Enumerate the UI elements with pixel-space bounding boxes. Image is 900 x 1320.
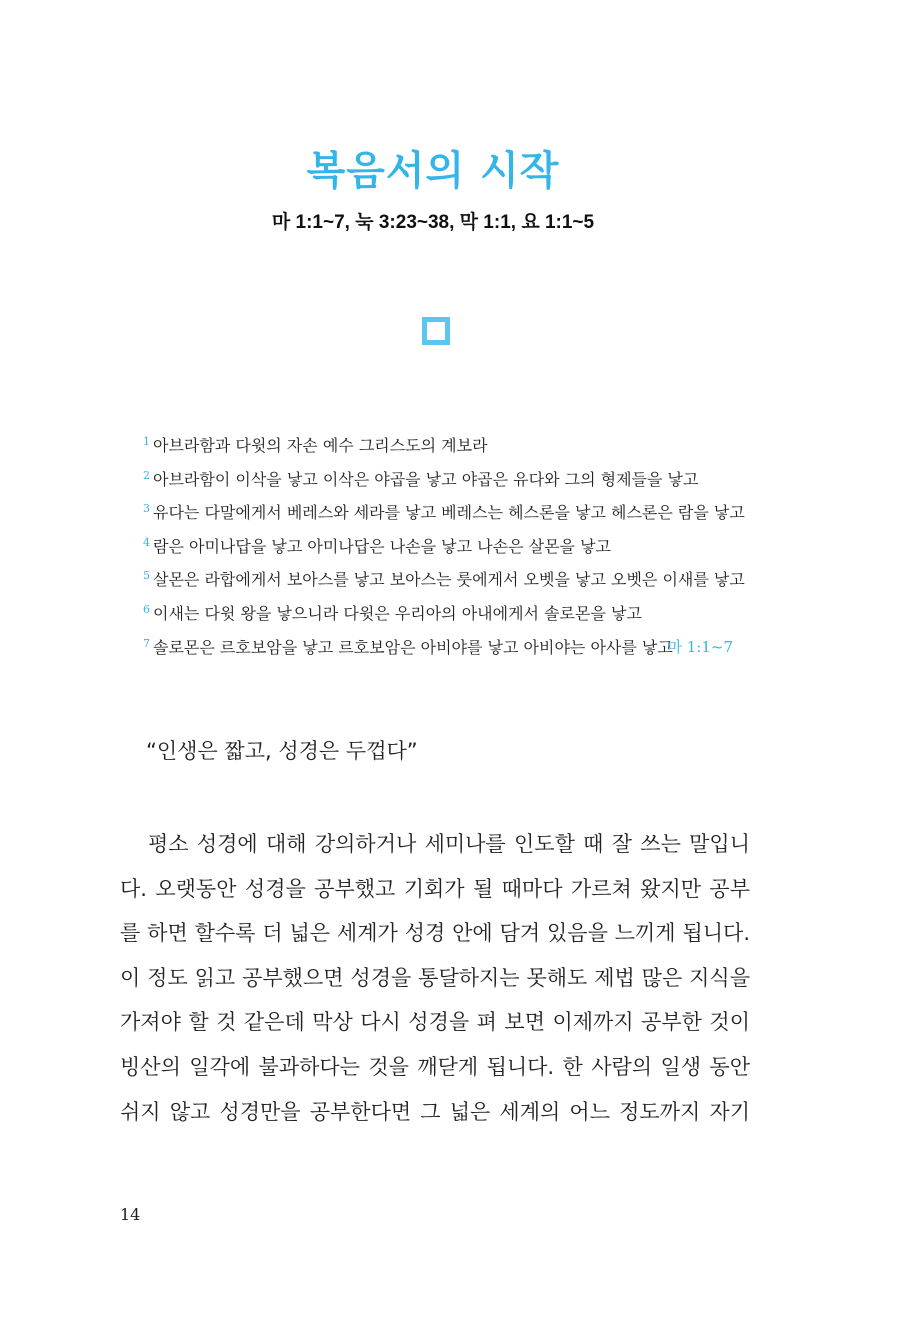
verse-number: 1 (143, 435, 150, 448)
body-line: 를 하면 할수록 더 넓은 세계가 성경 안에 담겨 있음을 느끼게 됩니다. (120, 921, 750, 946)
body-line: 이 정도 읽고 공부했으면 성경을 통달하지는 못해도 제법 많은 지식을 (120, 965, 750, 990)
scripture-references: 마 1:1~7, 눅 3:23~38, 막 1:1, 요 1:1~5 (271, 212, 595, 233)
pull-quote: “인생은 짧고, 성경은 두껍다” (146, 739, 418, 763)
verse-number: 7 (143, 636, 150, 650)
verse-item (143, 561, 763, 595)
verse-text: 람은 아미나답을 낳고 아미나답은 나손을 낳고 나손은 살몬을 낳고 (153, 536, 612, 556)
verse-text: 아브라함이 이삭을 낳고 이삭은 야곱을 낳고 야곱은 유다와 그의 형제들을 낳고 (153, 469, 699, 489)
verse-text: 살몬은 라합에게서 보아스를 낳고 보아스는 룻에게서 오벳을 낳고 오벳은 이새를 낳고 (153, 570, 745, 590)
body-line: 다. 오랫동안 성경을 공부했고 기회가 될 때마다 가르쳐 왔지만 공부 (120, 876, 750, 901)
body-line: 빙산의 일각에 불과하다는 것을 깨닫게 됩니다. 한 사람의 일생 동안 (120, 1054, 750, 1079)
verse-number: 5 (143, 569, 150, 583)
body-line: 쉬지 않고 성경만을 공부한다면 그 넓은 세계의 어느 정도까지 자기 (120, 1099, 750, 1124)
verse-text: 유다는 다말에게서 베레스와 세라를 낳고 베레스는 헤스론을 낳고 헤스론은 람을 낳고 (153, 503, 745, 523)
verse-item (143, 461, 763, 495)
hollow-square-icon (422, 317, 450, 345)
verse-text: 솔로몬은 르호보암을 낳고 르호보암은 아비야를 낳고 아비야는 아사를 낳고 (153, 637, 673, 657)
verse-item (143, 595, 763, 629)
page-number: 14 (120, 1205, 141, 1224)
verse-citation: 마 1:1~7 (667, 638, 733, 656)
body-line: 가져야 할 것 같은데 막상 다시 성경을 펴 보면 이제까지 공부한 것이 (120, 1010, 750, 1035)
verse-item (143, 528, 763, 562)
body-paragraph (120, 822, 750, 1134)
verse-text: 아브라함과 다윗의 자손 예수 그리스도의 계보라 (153, 436, 488, 455)
body-line: 평소 성경에 대해 강의하거나 세미나를 인도할 때 잘 쓰는 말입니 (148, 832, 750, 856)
verse-number: 4 (143, 535, 150, 549)
verse-number: 6 (143, 602, 150, 616)
verse-item (143, 427, 763, 461)
verse-item (143, 494, 763, 528)
chapter-title: 복음서의 시작 (306, 147, 560, 194)
verse-list (143, 427, 763, 662)
verse-text: 이새는 다윗 왕을 낳으니라 다윗은 우리아의 아내에게서 솔로몬을 낳고 (153, 603, 642, 623)
verse-number: 3 (143, 502, 150, 516)
verse-number: 2 (143, 468, 150, 482)
